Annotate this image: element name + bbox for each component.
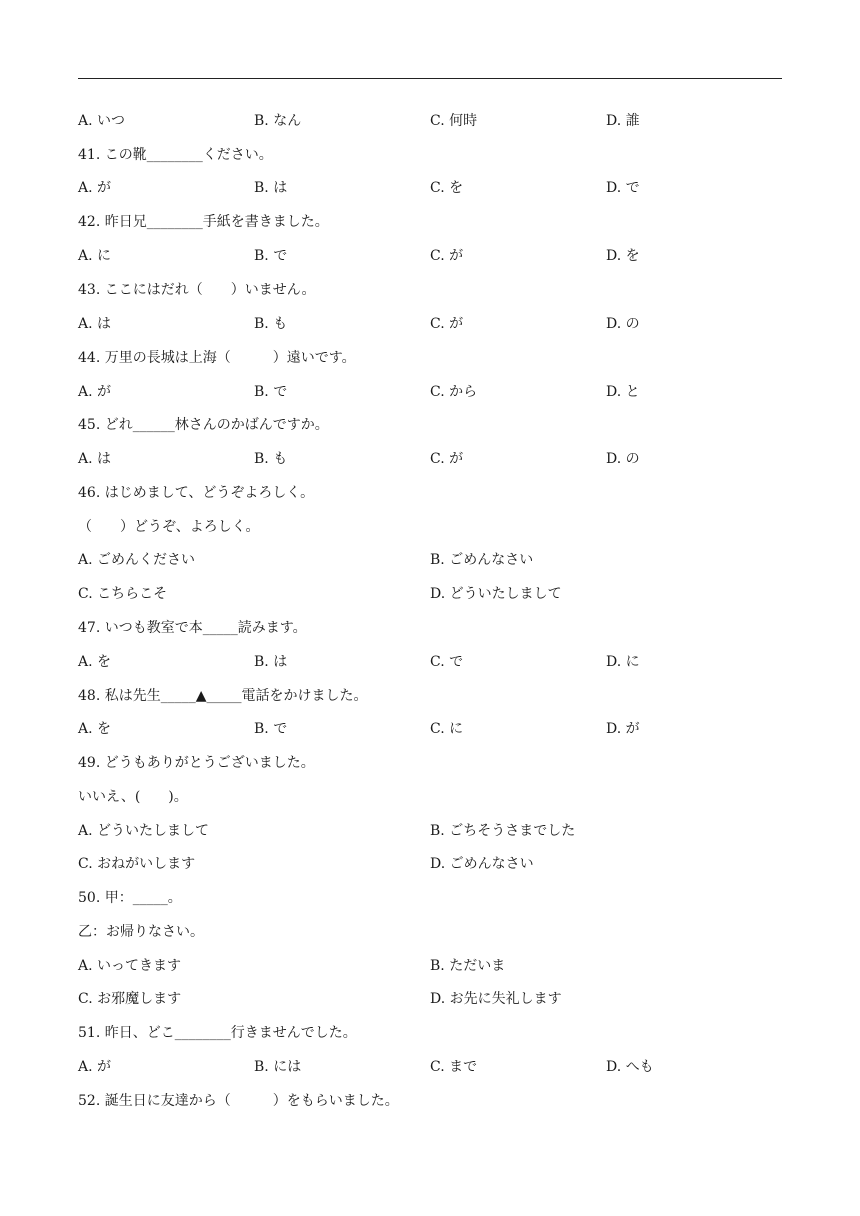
option-51-c[interactable]: C. まで xyxy=(430,1059,478,1075)
option-43-a[interactable]: A. は xyxy=(78,316,112,332)
option-49-a[interactable]: A. どういたしまして xyxy=(78,823,210,839)
question-46: 46. はじめまして、どうぞよろしく。 xyxy=(78,485,315,501)
question-43: 43. ここにはだれ（ ）いません。 xyxy=(78,282,316,298)
option-43-d[interactable]: D. の xyxy=(606,316,640,332)
question-50: 50. 甲：_____。 xyxy=(78,890,182,906)
option-49-b[interactable]: B. ごちそうさまでした xyxy=(430,823,576,839)
option-51-d[interactable]: D. へも xyxy=(606,1059,654,1075)
question-46-reply: （ ）どうぞ、よろしく。 xyxy=(78,519,260,535)
option-42-a[interactable]: A. に xyxy=(78,248,112,264)
option-44-c[interactable]: C. から xyxy=(430,384,478,400)
option-47-b[interactable]: B. は xyxy=(254,654,288,670)
option-45-b[interactable]: B. も xyxy=(254,451,288,467)
option-46-d[interactable]: D. どういたしまして xyxy=(430,586,562,602)
option-48-d[interactable]: D. が xyxy=(606,721,640,737)
option-43-c[interactable]: C. が xyxy=(430,316,464,332)
option-40-d[interactable]: D. 誰 xyxy=(606,113,640,129)
question-52: 52. 誕生日に友達から（ ）をもらいました。 xyxy=(78,1093,399,1109)
option-48-a[interactable]: A. を xyxy=(78,721,112,737)
option-50-b[interactable]: B. ただいま xyxy=(430,958,506,974)
question-47: 47. いつも教室で本_____読みます。 xyxy=(78,620,307,636)
option-51-b[interactable]: B. には xyxy=(254,1059,302,1075)
option-41-c[interactable]: C. を xyxy=(430,180,464,196)
option-41-d[interactable]: D. で xyxy=(606,180,640,196)
option-46-c[interactable]: C. こちらこそ xyxy=(78,586,168,602)
option-50-a[interactable]: A. いってきます xyxy=(78,958,182,974)
question-48: 48. 私は先生_____▲_____電話をかけました。 xyxy=(78,688,368,704)
question-50-reply: 乙：お帰りなさい。 xyxy=(78,924,204,940)
option-45-d[interactable]: D. の xyxy=(606,451,640,467)
option-42-b[interactable]: B. で xyxy=(254,248,288,264)
option-51-a[interactable]: A. が xyxy=(78,1059,112,1075)
option-50-d[interactable]: D. お先に失礼します xyxy=(430,991,562,1007)
option-46-a[interactable]: A. ごめんください xyxy=(78,552,196,568)
option-40-b[interactable]: B. なん xyxy=(254,113,302,129)
option-42-c[interactable]: C. が xyxy=(430,248,464,264)
option-50-c[interactable]: C. お邪魔します xyxy=(78,991,182,1007)
option-40-a[interactable]: A. いつ xyxy=(78,113,126,129)
question-42: 42. 昨日兄________手紙を書きました。 xyxy=(78,214,329,230)
option-41-b[interactable]: B. は xyxy=(254,180,288,196)
option-43-b[interactable]: B. も xyxy=(254,316,288,332)
option-47-c[interactable]: C. で xyxy=(430,654,464,670)
option-48-c[interactable]: C. に xyxy=(430,721,464,737)
option-45-c[interactable]: C. が xyxy=(430,451,464,467)
option-46-b[interactable]: B. ごめんなさい xyxy=(430,552,534,568)
option-44-a[interactable]: A. が xyxy=(78,384,112,400)
option-47-d[interactable]: D. に xyxy=(606,654,640,670)
header-rule xyxy=(78,78,782,79)
question-51: 51. 昨日、どこ________行きませんでした。 xyxy=(78,1025,357,1041)
option-44-b[interactable]: B. で xyxy=(254,384,288,400)
option-42-d[interactable]: D. を xyxy=(606,248,640,264)
option-49-d[interactable]: D. ごめんなさい xyxy=(430,856,534,872)
option-47-a[interactable]: A. を xyxy=(78,654,112,670)
option-40-c[interactable]: C. 何時 xyxy=(430,113,478,129)
option-48-b[interactable]: B. で xyxy=(254,721,288,737)
option-49-c[interactable]: C. おねがいします xyxy=(78,856,196,872)
option-41-a[interactable]: A. が xyxy=(78,180,112,196)
option-45-a[interactable]: A. は xyxy=(78,451,112,467)
question-49-reply: いいえ、( )。 xyxy=(78,789,188,805)
question-44: 44. 万里の長城は上海（ ）遠いです。 xyxy=(78,350,356,366)
option-44-d[interactable]: D. と xyxy=(606,384,640,400)
question-45: 45. どれ______林さんのかばんですか。 xyxy=(78,417,329,433)
question-41: 41. この靴________ください。 xyxy=(78,147,273,163)
question-49: 49. どうもありがとうございました。 xyxy=(78,755,315,771)
